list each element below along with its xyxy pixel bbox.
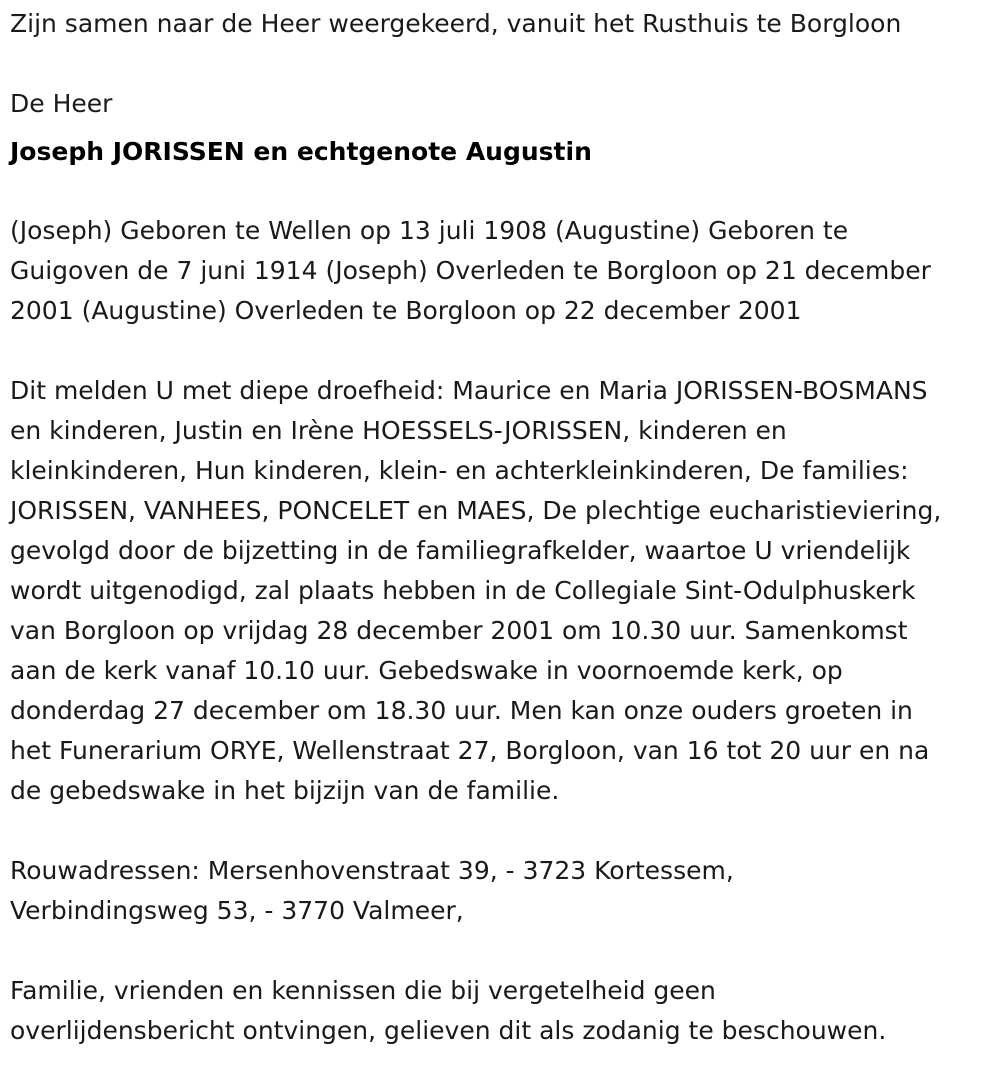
death-notice: [10, 4, 995, 1051]
text-line: van Borgloon op vrijdag 28 december 2001 om 10.30 uur. Samenkomst: [10, 616, 908, 645]
salutation: De Heer: [10, 89, 113, 118]
text-line: aan de kerk vanaf 10.10 uur. Gebedswake in voornoemde kerk, op: [10, 656, 843, 685]
text-line: wordt uitgenodigd, zal plaats hebben in de Collegiale Sint-Odulphuskerk: [10, 576, 916, 605]
spacer: [10, 44, 995, 84]
text-line: (Joseph) Geboren te Wellen op 13 juli 1908 (Augustine) Geboren te: [10, 216, 849, 245]
text-line: Familie, vrienden en kennissen die bij vergetelheid geen: [10, 976, 716, 1005]
spacer: [10, 931, 995, 971]
text-line: donderdag 27 december om 18.30 uur. Men kan onze ouders groeten in: [10, 696, 913, 725]
text-line: Rouwadressen: Mersenhovenstraat 39, - 3723 Kortessem,: [10, 856, 734, 885]
text-line: en kinderen, Justin en Irène HOESSELS-JORISSEN, kinderen en: [10, 416, 787, 445]
birth-death-details: [10, 211, 995, 331]
text-line: Verbindingsweg 53, - 3770 Valmeer,: [10, 896, 464, 925]
text-line: Dit melden U met diepe droefheid: Maurice en Maria JORISSEN-BOSMANS: [10, 376, 928, 405]
text-line: 2001 (Augustine) Overleden te Borgloon op 22 december 2001: [10, 296, 802, 325]
text-line: Guigoven de 7 juni 1914 (Joseph) Overleden te Borgloon op 21 december: [10, 256, 931, 285]
spacer: [10, 811, 995, 851]
text-line: het Funerarium ORYE, Wellenstraat 27, Borgloon, van 16 tot 20 uur en na: [10, 736, 930, 765]
spacer: [10, 172, 995, 211]
family-message: [10, 371, 995, 811]
intro-text: Zijn samen naar de Heer weergekeerd, vanuit het Rusthuis te Borgloon: [10, 9, 902, 38]
deceased-names: Joseph JORISSEN en echtgenote Augustin: [10, 137, 592, 166]
text-line: kleinkinderen, Hun kinderen, klein- en achterkleinkinderen, De families:: [10, 456, 909, 485]
text-line: gevolgd door de bijzetting in de familiegrafkelder, waartoe U vriendelijk: [10, 536, 911, 565]
text-line: JORISSEN, VANHEES, PONCELET en MAES, De plechtige eucharistieviering,: [10, 496, 942, 525]
closing-note: [10, 971, 995, 1051]
mourning-addresses: [10, 851, 995, 931]
text-line: overlijdensbericht ontvingen, gelieven dit als zodanig te beschouwen.: [10, 1016, 887, 1045]
text-line: de gebedswake in het bijzijn van de familie.: [10, 776, 560, 805]
spacer: [10, 331, 995, 371]
